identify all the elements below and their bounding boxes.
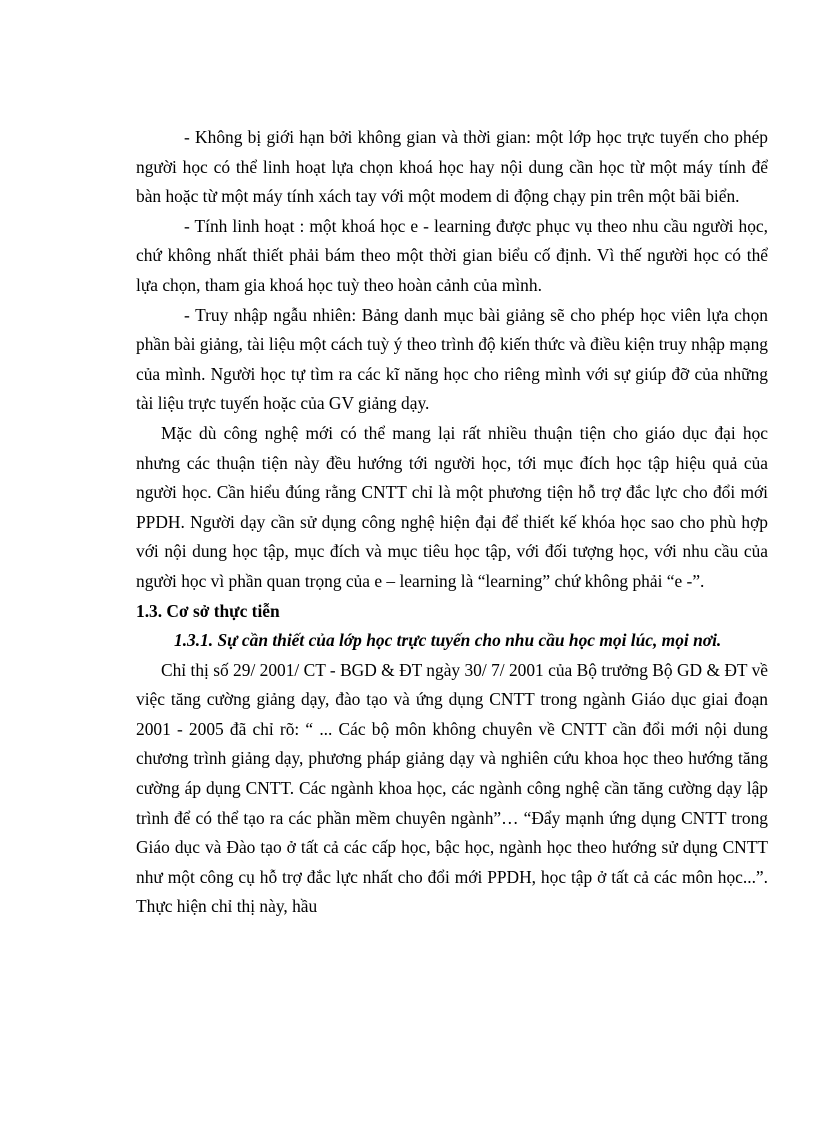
- paragraph-random-access: - Truy nhập ngẫu nhiên: Bảng danh mục bài giảng sẽ cho phép học viên lựa chọn phần bài giảng, tài liệu một cách tuỳ ý theo trình độ kiến thức và điều kiện truy nhập mạng của mình. Người học tự tìm ra các kĩ năng học cho riêng mình với sự giúp đỡ của những tài liệu trực tuyến hoặc của GV giảng dạy.: [136, 304, 768, 414]
- paragraph-technology-benefits: Mặc dù công nghệ mới có thể mang lại rất nhiều thuận tiện cho giáo dục đại học nhưng các thuận tiện này đều hướng tới người học, tới mục đích học tập hiệu quả của người học. Cần hiểu đúng rằng CNTT chỉ là một phương tiện hỗ trợ đắc lực cho đổi mới PPDH. Người dạy cần sử dụng công nghệ hiện đại để thiết kế khóa học sao cho phù hợp với nội dung học tập, mục đích và mục tiêu học tập, với đối tượng học, với nhu cầu của người học vì phần quan trọng của e – learning là “learning” chứ không phải “e -”.: [136, 422, 768, 591]
- section-heading: 1.3. Cơ sở thực tiễn: [136, 600, 280, 621]
- paragraph-no-limits: - Không bị giới hạn bởi không gian và thời gian: một lớp học trực tuyến cho phép người học có thể linh hoạt lựa chọn khoá học hay nội dung cần học từ một máy tính để bàn hoặc từ một máy tính xách tay với một modem di động chạy pin trên một bãi biển.: [136, 127, 768, 207]
- paragraph-flexibility: - Tính linh hoạt : một khoá học e - learning được phục vụ theo nhu cầu người học, chứ không nhất thiết phải bám theo một thời gian biểu cố định. Vì thế người học có thể lựa chọn, tham gia khoá học tuỳ theo hoàn cảnh của mình.: [136, 215, 768, 295]
- paragraph-directive: Chỉ thị số 29/ 2001/ CT - BGD & ĐT ngày 30/ 7/ 2001 của Bộ trưởng Bộ GD & ĐT về việc tăng cường giảng dạy, đào tạo và ứng dụng CNTT trong ngành Giáo dục giai đoạn 2001 - 2005 đã chỉ rõ: “ ... Các bộ môn không chuyên về CNTT cần đổi mới nội dung chương trình giảng dạy, phương pháp giảng dạy và nghiên cứu khoa học theo hướng tăng cường áp dụng CNTT. Các ngành khoa học, các ngành công nghệ cần tăng cường dạy lập trình để có thể tạo ra các phần mềm chuyên ngành”… “Đẩy mạnh ứng dụng CNTT trong Giáo dục và Đào tạo ở tất cả các cấp học, bậc học, ngành học theo hướng sử dụng CNTT như một công cụ hỗ trợ đắc lực nhất cho đổi mới PPDH, học tập ở tất cả các môn học...”. Thực hiện chỉ thị này, hầu: [136, 659, 768, 917]
- subsection-heading: 1.3.1. Sự cần thiết của lớp học trực tuyến cho nhu cầu học mọi lúc, mọi nơi.: [174, 630, 722, 651]
- page-content: [136, 123, 768, 922]
